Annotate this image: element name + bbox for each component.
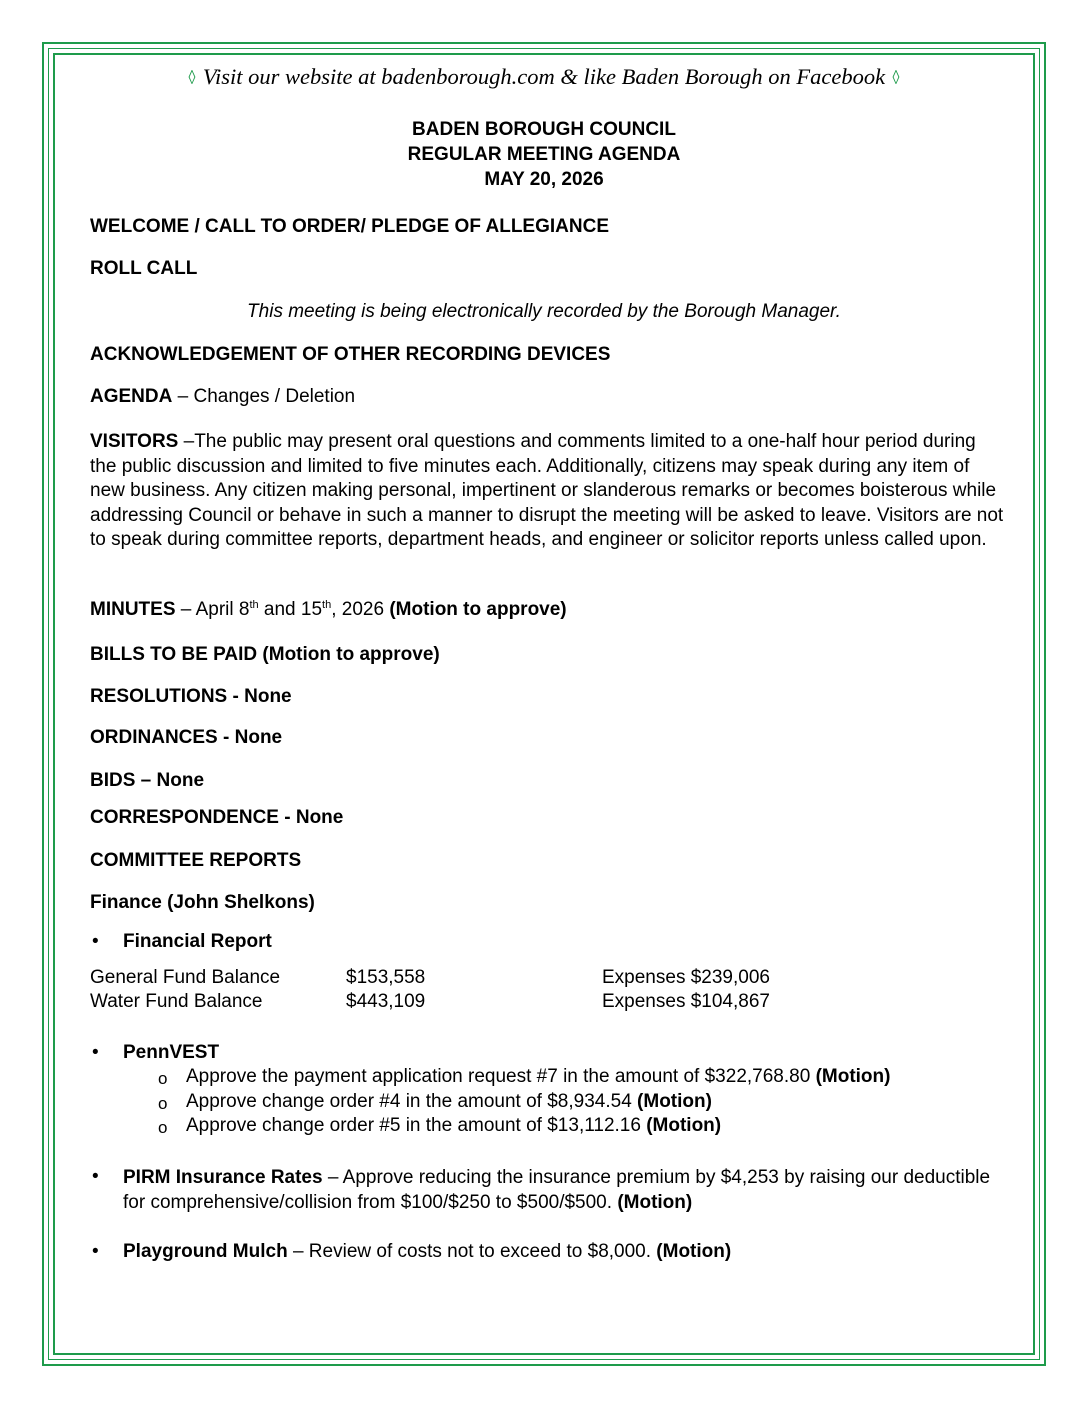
motion-label: (Motion) — [656, 1241, 732, 1262]
banner-text: Visit our website at badenborough.com & like Baden Borough on Facebook — [202, 64, 886, 89]
sub-bullet-icon: o — [158, 1094, 168, 1113]
fund-balance: $153,558 — [346, 967, 426, 988]
motion-label: (Motion to approve) — [389, 599, 567, 620]
visitors-paragraph — [90, 430, 1005, 553]
pennvest-label: PennVEST — [123, 1042, 220, 1063]
bids-heading: BIDS – None — [90, 770, 205, 791]
minutes-line — [90, 599, 567, 621]
minutes-date-text: – April 8 — [175, 599, 250, 620]
meeting-date: MAY 20, 2026 — [484, 169, 604, 190]
financial-report-label: Financial Report — [123, 931, 272, 952]
pennvest-item — [186, 1115, 721, 1137]
playground-text: – Review of costs not to exceed to $8,000. — [287, 1241, 657, 1262]
pirm-item — [123, 1166, 1003, 1215]
fund-expenses: Expenses $239,006 — [602, 967, 770, 988]
ordinances-heading: ORDINANCES - None — [90, 727, 283, 748]
motion-label: (Motion) — [617, 1191, 693, 1213]
ordinal-suffix: th — [249, 599, 259, 611]
recording-note: This meeting is being electronically recorded by the Borough Manager. — [247, 301, 841, 322]
roll-call-heading: ROLL CALL — [90, 258, 198, 279]
diamond-icon: ◊ — [188, 67, 196, 89]
bullet-icon: • — [92, 931, 99, 952]
minutes-date-text: and 15 — [258, 599, 323, 620]
bullet-icon: • — [92, 1042, 99, 1063]
playground-item — [123, 1241, 731, 1263]
minutes-label: MINUTES — [90, 599, 176, 620]
motion-label: (Motion) — [646, 1115, 722, 1136]
motion-label: (Motion) — [815, 1066, 891, 1087]
pennvest-item — [186, 1091, 712, 1113]
website-banner — [0, 64, 1088, 90]
welcome-heading: WELCOME / CALL TO ORDER/ PLEDGE OF ALLEGIANCE — [90, 216, 609, 237]
visitors-label: VISITORS — [90, 431, 179, 452]
agenda-text: – Changes / Deletion — [172, 386, 356, 407]
resolutions-heading: RESOLUTIONS - None — [90, 686, 292, 707]
ordinal-suffix: th — [322, 599, 332, 611]
agenda-line — [90, 386, 355, 408]
sub-bullet-icon: o — [158, 1069, 168, 1088]
agenda-title: REGULAR MEETING AGENDA — [407, 144, 681, 165]
fund-expenses: Expenses $104,867 — [602, 991, 770, 1012]
playground-label: Playground Mulch — [123, 1241, 288, 1262]
bullet-icon: • — [92, 1241, 99, 1262]
fund-name: General Fund Balance — [90, 967, 281, 988]
motion-label: (Motion) — [637, 1091, 712, 1112]
pennvest-item — [186, 1066, 890, 1088]
fund-balance: $443,109 — [346, 991, 426, 1012]
minutes-date-text: , 2026 — [331, 599, 390, 620]
pirm-text: – Approve reducing the insurance premium by $4,253 by raising our deductible for comprehensive/collision from $100/$250 to $500/$500. — [123, 1167, 991, 1213]
bullet-icon: • — [92, 1166, 99, 1187]
finance-heading: Finance (John Shelkons) — [90, 892, 315, 913]
visitors-text: –The public may present oral questions and comments limited to a one-half hour period during the public discussion and limited to five minutes each. Additionally, citizens may speak during any item of new business. Any citizen making personal, impertinent or slanderous remarks or becomes boisterous while addressing Council or behave in such a manner to disrupt the meeting will be asked to leave. Visitors are not to speak during committee reports, department heads, and engineer or solicitor reports unless called upon. — [90, 431, 1004, 551]
pennvest-item-text: Approve change order #4 in the amount of $8,934.54 — [186, 1091, 638, 1112]
acknowledgement-heading: ACKNOWLEDGEMENT OF OTHER RECORDING DEVICES — [90, 344, 611, 365]
correspondence-heading: CORRESPONDENCE - None — [90, 807, 344, 828]
agenda-label: AGENDA — [90, 386, 173, 407]
fund-name: Water Fund Balance — [90, 991, 263, 1012]
pennvest-item-text: Approve change order #5 in the amount of $13,112.16 — [186, 1115, 647, 1136]
council-title: BADEN BOROUGH COUNCIL — [412, 119, 676, 140]
sub-bullet-icon: o — [158, 1118, 168, 1137]
committee-reports-heading: COMMITTEE REPORTS — [90, 850, 302, 871]
diamond-icon: ◊ — [892, 67, 900, 89]
bills-heading: BILLS TO BE PAID (Motion to approve) — [90, 644, 440, 665]
pirm-label: PIRM Insurance Rates — [123, 1167, 323, 1188]
pennvest-item-text: Approve the payment application request #7 in the amount of $322,768.80 — [186, 1066, 816, 1087]
